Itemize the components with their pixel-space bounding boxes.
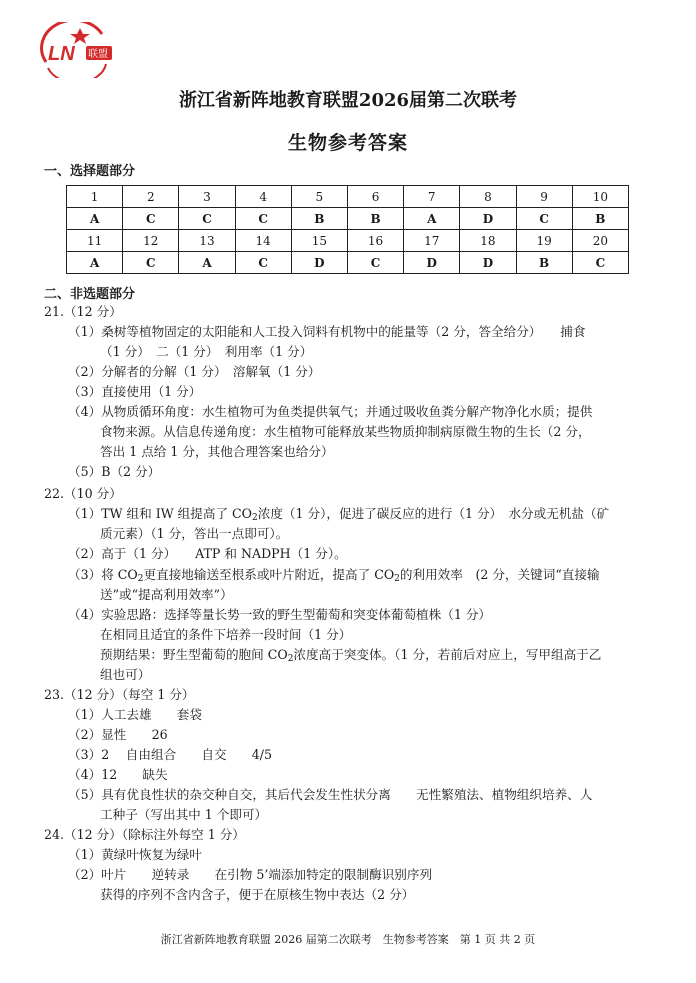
table-cell: 2 <box>123 186 179 208</box>
svg-text:联盟: 联盟 <box>88 49 108 60</box>
table-cell: 17 <box>404 230 460 252</box>
q23-line: （2）显性 26 <box>68 727 168 742</box>
table-cell: 4 <box>235 186 291 208</box>
table-cell: C <box>516 208 572 230</box>
q22-line: （2）高于（1 分） ATP 和 NADPH（1 分）。 <box>68 546 347 561</box>
table-cell: D <box>404 252 460 274</box>
answer-table <box>66 185 629 274</box>
table-row-numbers-1 <box>67 186 629 208</box>
q22-line: 质元素）（1 分，答出一点即可）。 <box>100 526 289 541</box>
q22-line: 预期结果：野生型葡萄的胞间 $CO_2$浓度高于突变体。（1 分，若前后对应上，写甲组高于乙 <box>100 647 602 664</box>
table-row-answers-1 <box>67 208 629 230</box>
table-cell: A <box>404 208 460 230</box>
table-cell: D <box>291 252 347 274</box>
table-cell: 15 <box>291 230 347 252</box>
table-cell: B <box>572 208 628 230</box>
table-cell: C <box>179 208 235 230</box>
table-cell: 13 <box>179 230 235 252</box>
section-nonchoice-title: 二、非选题部分 <box>44 287 136 302</box>
q24-line: 获得的序列不含内含子，便于在原核生物中表达（2 分） <box>100 887 415 902</box>
table-cell: 20 <box>572 230 628 252</box>
q22-line: 送”或“提高利用效率”） <box>100 587 233 602</box>
q22-line: （3）将 $CO_2$更直接地输送至根系或叶片附近，提高了 $CO_2$的利用效率 (2 分，关键词“直接输 <box>68 567 600 584</box>
table-cell: 18 <box>460 230 516 252</box>
alliance-logo <box>40 22 120 78</box>
table-cell: 9 <box>516 186 572 208</box>
q21-line: （2）分解者的分解（1 分） 溶解氧（1 分） <box>68 364 321 379</box>
q22-line: （4）实验思路：选择等量长势一致的野生型葡萄和突变体葡萄植株（1 分） <box>68 607 492 622</box>
exam-title: 浙江省新阵地教育联盟2026届第二次联考 <box>178 90 518 111</box>
q24-line: （1）黄绿叶恢复为绿叶 <box>68 847 202 862</box>
table-cell: B <box>291 208 347 230</box>
table-cell: D <box>460 252 516 274</box>
table-cell: 5 <box>291 186 347 208</box>
q22-line: （1）TW 组和 IW 组提高了 $CO_2$浓度（1 分），促进了碳反应的进行（1 分） 水分或无机盐（矿 <box>68 506 610 523</box>
table-cell: 10 <box>572 186 628 208</box>
table-cell: C <box>347 252 403 274</box>
table-cell: D <box>460 208 516 230</box>
q24-heading: 24.（12 分）（除标注外每空 1 分） <box>44 827 245 842</box>
q23-line: （1）人工去雄 套袋 <box>68 707 202 722</box>
q21-heading: 21.（12 分） <box>44 304 122 319</box>
table-cell: 6 <box>347 186 403 208</box>
q21-line: 答出 1 点给 1 分，其他合理答案也给分） <box>100 444 334 459</box>
table-cell: A <box>67 208 123 230</box>
table-cell: B <box>516 252 572 274</box>
page-title: 生物参考答案 <box>287 132 408 154</box>
table-cell: C <box>123 208 179 230</box>
q21-line: （5）B（2 分） <box>68 464 161 479</box>
q22-line: 在相同且适宜的条件下培养一段时间（1 分） <box>100 627 352 642</box>
table-cell: 1 <box>67 186 123 208</box>
table-cell: 11 <box>67 230 123 252</box>
table-cell: C <box>123 252 179 274</box>
table-cell: C <box>235 252 291 274</box>
section-choice-title: 一、选择题部分 <box>44 164 136 179</box>
q21-line: （3）直接使用（1 分） <box>68 384 202 399</box>
q23-heading: 23.（12 分）（每空 1 分） <box>44 687 195 702</box>
table-cell: 8 <box>460 186 516 208</box>
table-cell: 7 <box>404 186 460 208</box>
svg-text:LN: LN <box>48 43 75 65</box>
table-cell: 12 <box>123 230 179 252</box>
q22-line: 组也可） <box>100 667 151 682</box>
q23-line: 工种子（写出其中 1 个即可） <box>100 807 268 822</box>
page-footer: 浙江省新阵地教育联盟 2026 届第二次联考 生物参考答案 第 1 页 共 2 页 <box>160 933 536 946</box>
q21-line: （1 分） 二（1 分） 利用率（1 分） <box>100 344 313 359</box>
q21-line: （4）从物质循环角度：水生植物可为鱼类提供氧气；并通过吸收鱼粪分解产物净化水质；提供 <box>68 404 593 419</box>
q24-line: （2）叶片 逆转录 在引物 5’端添加特定的限制酶识别序列 <box>68 867 433 882</box>
q21-line: （1）桑树等植物固定的太阳能和人工投入饲料有机物中的能量等（2 分，答全给分） 捕食 <box>68 324 586 339</box>
q21-line: 食物来源。从信息传递角度：水生植物可能释放某些物质抑制病原微生物的生长（2 分， <box>100 424 591 439</box>
table-cell: 19 <box>516 230 572 252</box>
q23-line: （3）2 自由组合 自交 4/5 <box>68 747 273 762</box>
q23-line: （4）12 缺失 <box>68 767 168 782</box>
table-cell: 3 <box>179 186 235 208</box>
table-row-numbers-2 <box>67 230 629 252</box>
q22-heading: 22.（10 分） <box>44 486 122 501</box>
q23-line: （5）具有优良性状的杂交种自交，其后代会发生性状分离 无性繁殖法、植物组织培养、人 <box>68 787 593 802</box>
table-cell: 16 <box>347 230 403 252</box>
table-cell: C <box>572 252 628 274</box>
table-cell: 14 <box>235 230 291 252</box>
table-cell: A <box>67 252 123 274</box>
table-cell: B <box>347 208 403 230</box>
table-cell: A <box>179 252 235 274</box>
table-row-answers-2 <box>67 252 629 274</box>
table-cell: C <box>235 208 291 230</box>
